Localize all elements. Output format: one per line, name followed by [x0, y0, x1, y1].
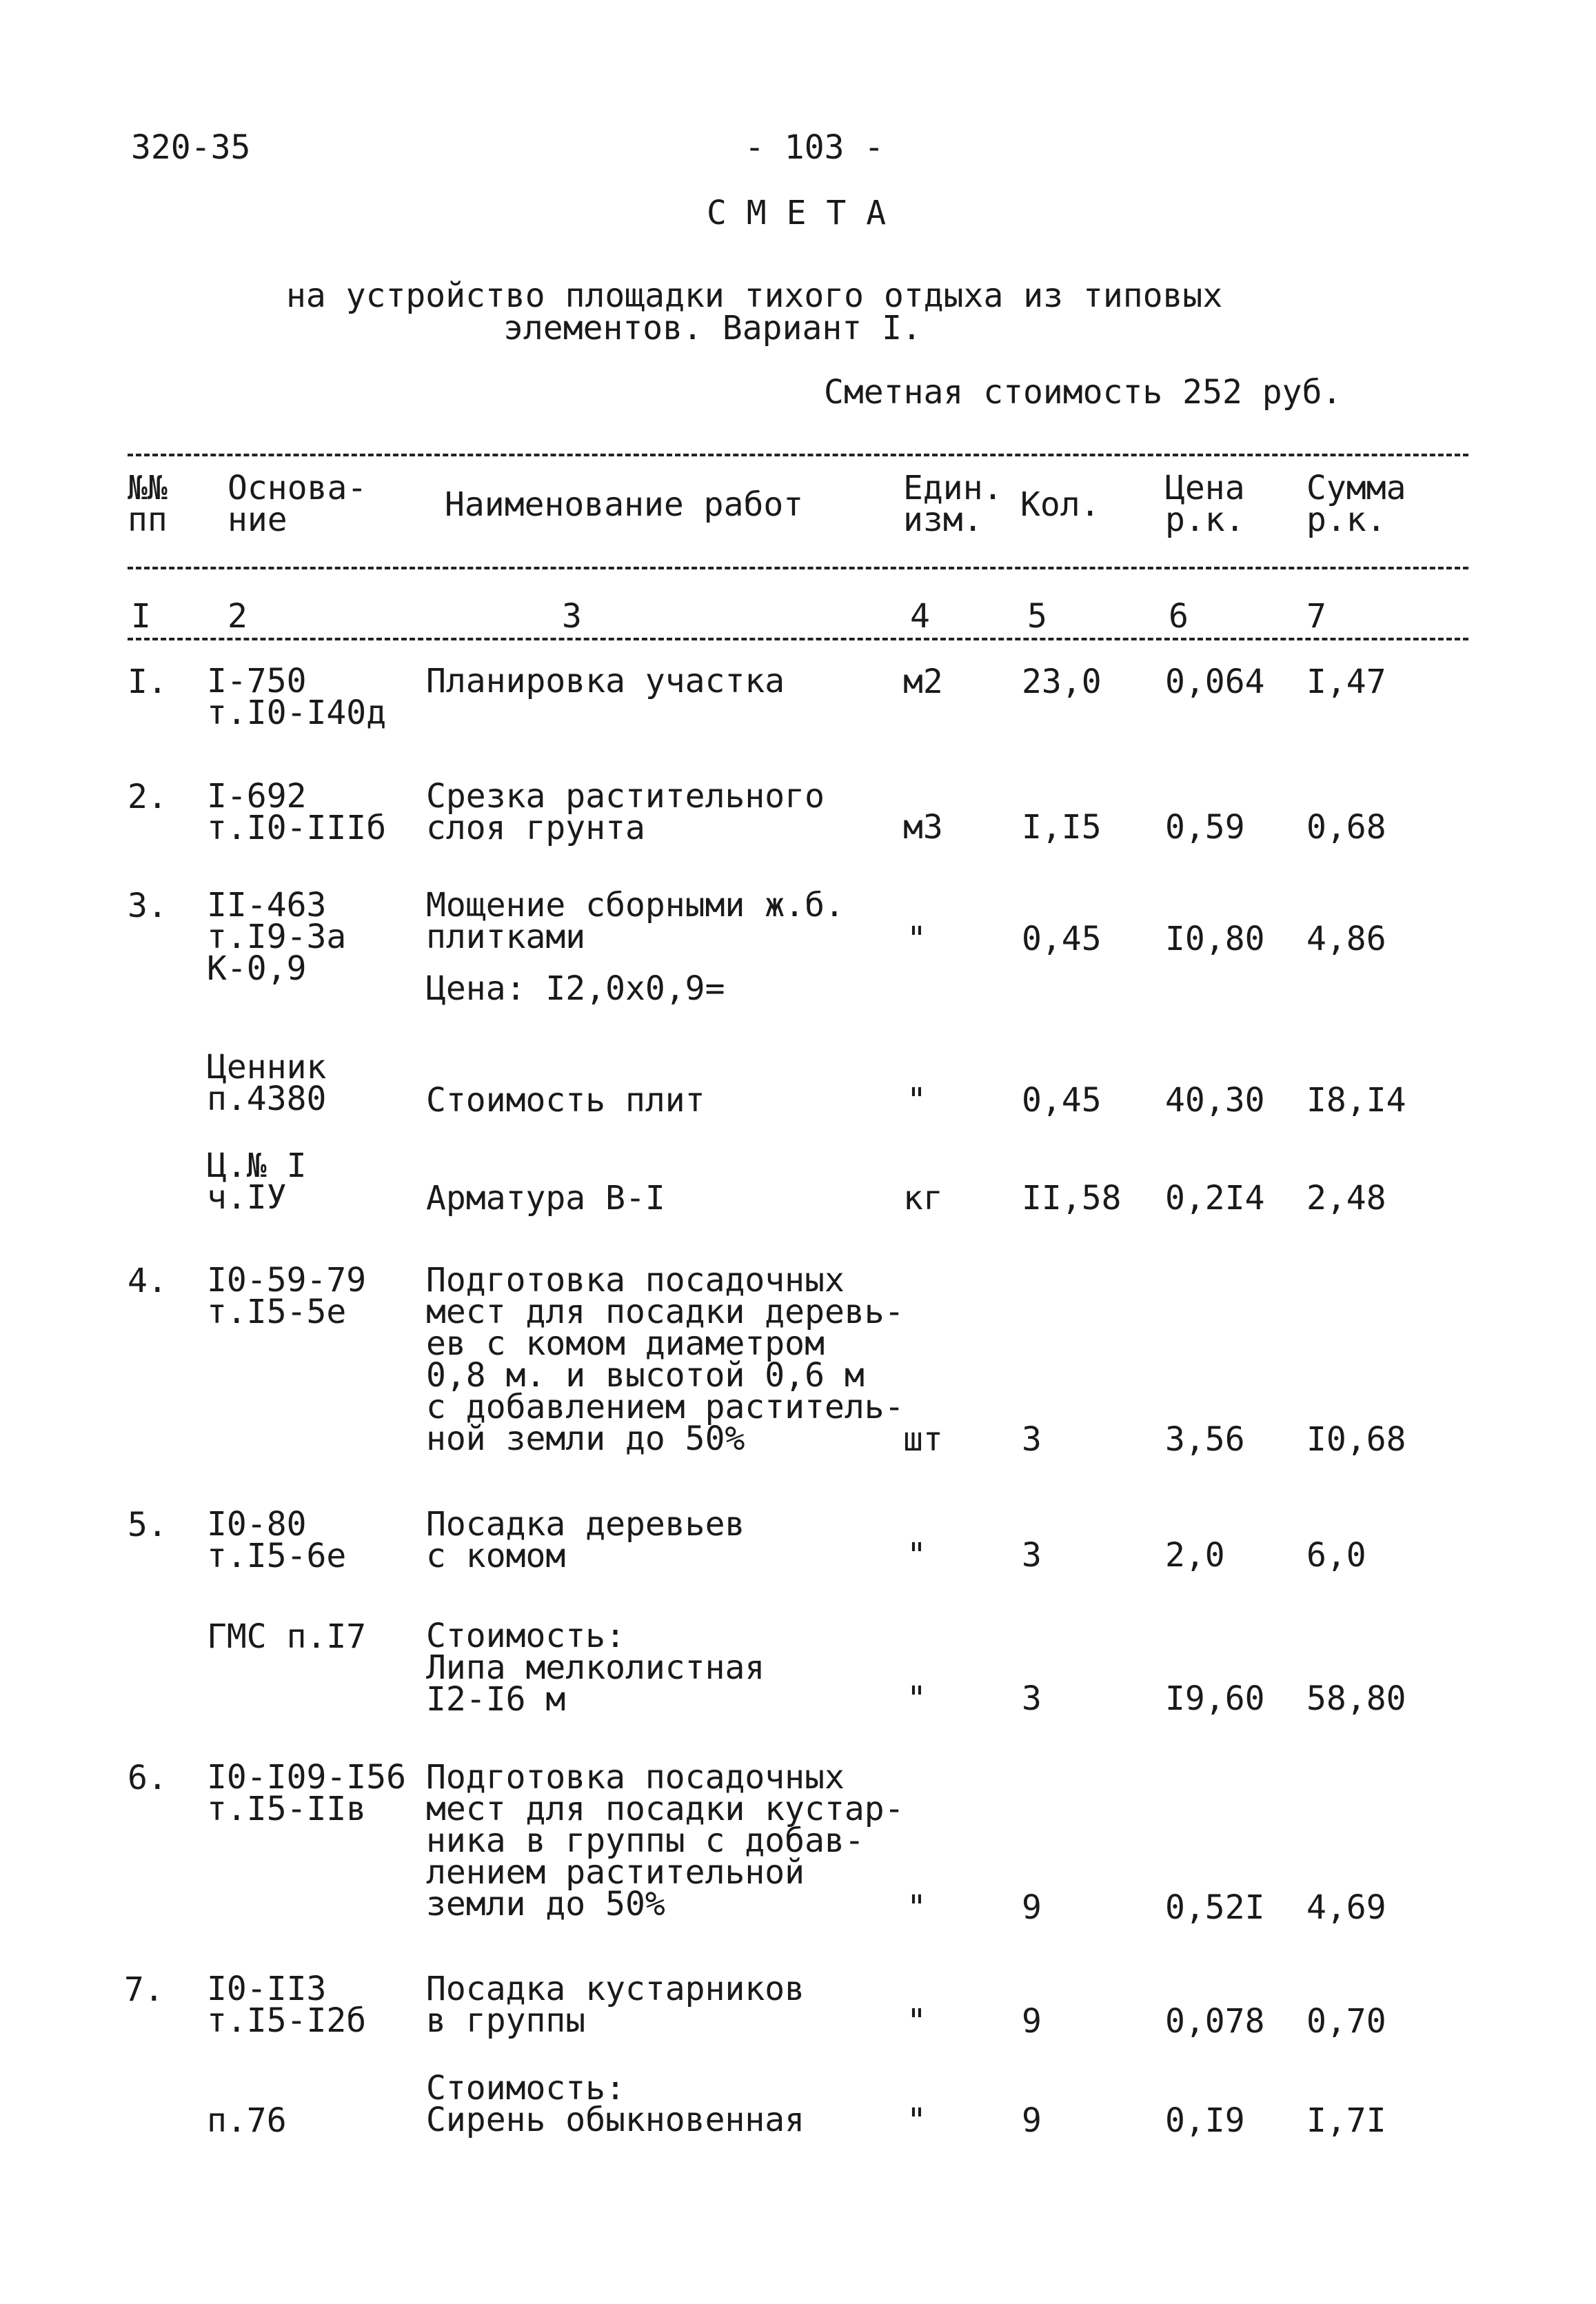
row-9-unit: "	[907, 1888, 927, 1927]
header-num: №№ пп	[128, 469, 168, 539]
table-top-rule	[128, 454, 1468, 456]
row-8-sum: 58,80	[1306, 1679, 1406, 1718]
row-9-qty: 9	[1022, 1888, 1042, 1927]
row-7-price: 2,0	[1165, 1536, 1225, 1575]
row-9-price: 0,52I	[1165, 1888, 1265, 1927]
row-1-unit: м2	[903, 663, 943, 701]
row-3-sum: 4,86	[1306, 920, 1386, 958]
row-10-name: Посадка кустарников в группы	[426, 1970, 805, 2040]
column-number-5: 5	[1027, 597, 1047, 636]
row-9-sum: 4,69	[1306, 1888, 1386, 1927]
row-11-price: 0,I9	[1165, 2101, 1245, 2140]
row-1-name: Планировка участка	[426, 662, 785, 700]
row-11-basis: п.76	[207, 2101, 287, 2140]
row-3-num: 3.	[128, 887, 168, 925]
row-10-unit: "	[907, 2002, 927, 2041]
row-3-qty: 0,45	[1022, 920, 1102, 958]
row-1-qty: 23,0	[1022, 663, 1102, 701]
header-name: Наименование работ	[445, 485, 804, 524]
column-number-rule	[128, 638, 1468, 640]
header-bottom-rule	[128, 567, 1468, 569]
subtitle-line-1: на устройство площадки тихого отдыха из типовых	[286, 276, 1223, 315]
header-basis: Основа- ние	[228, 469, 367, 539]
row-11-unit: "	[907, 2101, 927, 2140]
row-6-sum: I0,68	[1306, 1420, 1406, 1459]
row-6-price: 3,56	[1165, 1420, 1245, 1459]
header-qty: Кол.	[1020, 485, 1100, 524]
row-3-price-note: Цена: I2,0х0,9=	[426, 969, 725, 1008]
row-4-qty: 0,45	[1022, 1081, 1102, 1120]
row-2-qty: I,I5	[1022, 808, 1102, 847]
row-3-basis: II-463 т.I9-3а К-0,9	[207, 886, 347, 988]
row-2-name: Срезка растительного слоя грунта	[426, 777, 825, 847]
row-9-basis: I0-I09-I56 т.I5-IIв	[207, 1758, 406, 1828]
row-2-sum: 0,68	[1306, 808, 1386, 847]
column-number-4: 4	[910, 597, 930, 636]
row-5-name: Арматура В-I	[426, 1179, 665, 1217]
row-4-basis: Ценник п.4380	[207, 1048, 327, 1118]
row-5-basis: Ц.№ I ч.IУ	[207, 1146, 307, 1217]
row-6-basis: I0-59-79 т.I5-5е	[207, 1261, 367, 1331]
row-1-num: I.	[128, 663, 168, 701]
row-4-sum: I8,I4	[1306, 1081, 1406, 1120]
row-3-price: I0,80	[1165, 920, 1265, 958]
row-9-name: Подготовка посадочных мест для посадки кустар- ника в группы с добав- лением растительной земли до 50%	[426, 1758, 905, 1923]
row-10-sum: 0,70	[1306, 2002, 1386, 2041]
row-6-num: 4.	[128, 1262, 168, 1300]
row-2-price: 0,59	[1165, 808, 1245, 847]
row-8-name: Стоимость: Липа мелколистная I2-I6 м	[426, 1617, 765, 1719]
row-8-unit: "	[907, 1679, 927, 1718]
row-2-basis: I-692 т.I0-IIIб	[207, 777, 387, 847]
column-number-3: 3	[562, 597, 582, 636]
row-7-num: 5.	[128, 1506, 168, 1544]
row-10-num: 7.	[124, 1970, 164, 2009]
row-6-unit: шт	[903, 1420, 943, 1459]
column-number-1: I	[131, 597, 151, 636]
row-4-name: Стоимость плит	[426, 1081, 705, 1120]
row-11-qty: 9	[1022, 2101, 1042, 2140]
row-1-sum: I,47	[1306, 663, 1386, 701]
row-4-price: 40,30	[1165, 1081, 1265, 1120]
row-10-basis: I0-II3 т.I5-I2б	[207, 1970, 367, 2040]
row-7-sum: 6,0	[1306, 1536, 1366, 1575]
row-2-num: 2.	[128, 778, 168, 816]
column-number-6: 6	[1169, 597, 1189, 636]
row-7-name: Посадка деревьев с комом	[426, 1505, 745, 1575]
row-5-price: 0,2I4	[1165, 1179, 1265, 1217]
row-5-sum: 2,48	[1306, 1179, 1386, 1217]
row-11-name: Стоимость: Сирень обыкновенная	[426, 2069, 805, 2139]
page-number: - 103 -	[745, 128, 885, 167]
row-7-basis: I0-80 т.I5-6е	[207, 1505, 347, 1575]
subtitle-line-2: элементов. Вариант I.	[503, 309, 922, 347]
row-4-unit: "	[907, 1081, 927, 1120]
doc-code: 320-35	[131, 128, 251, 167]
row-10-price: 0,078	[1165, 2002, 1265, 2041]
row-10-qty: 9	[1022, 2002, 1042, 2041]
row-5-unit: кг	[903, 1179, 943, 1217]
total-cost: Сметная стоимость 252 руб.	[824, 373, 1342, 412]
row-8-qty: 3	[1022, 1679, 1042, 1718]
row-11-sum: I,7I	[1306, 2101, 1386, 2140]
row-2-unit: м3	[903, 808, 943, 847]
row-7-qty: 3	[1022, 1536, 1042, 1575]
row-7-unit: "	[907, 1536, 927, 1575]
document-title: С М Е Т А	[707, 194, 887, 232]
row-6-name: Подготовка посадочных мест для посадки деревь- ев с комом диаметром 0,8 м. и высотой 0,6 м с добавлением раститель- ной земли до 50%	[426, 1261, 905, 1458]
column-number-7: 7	[1306, 597, 1326, 636]
row-3-name: Мощение сборными ж.б. плитками	[426, 886, 845, 956]
row-5-qty: II,58	[1022, 1179, 1122, 1217]
row-8-price: I9,60	[1165, 1679, 1265, 1718]
row-3-unit: "	[907, 920, 927, 958]
row-1-price: 0,064	[1165, 663, 1265, 701]
header-price: Цена р.к.	[1165, 469, 1245, 539]
row-8-basis: ГМС п.I7	[207, 1617, 367, 1656]
row-9-num: 6.	[128, 1759, 168, 1797]
header-sum: Сумма р.к.	[1306, 469, 1406, 539]
row-1-basis: I-750 т.I0-I40д	[207, 662, 387, 732]
header-unit: Един. изм.	[903, 469, 1003, 539]
column-number-2: 2	[228, 597, 248, 636]
row-6-qty: 3	[1022, 1420, 1042, 1459]
